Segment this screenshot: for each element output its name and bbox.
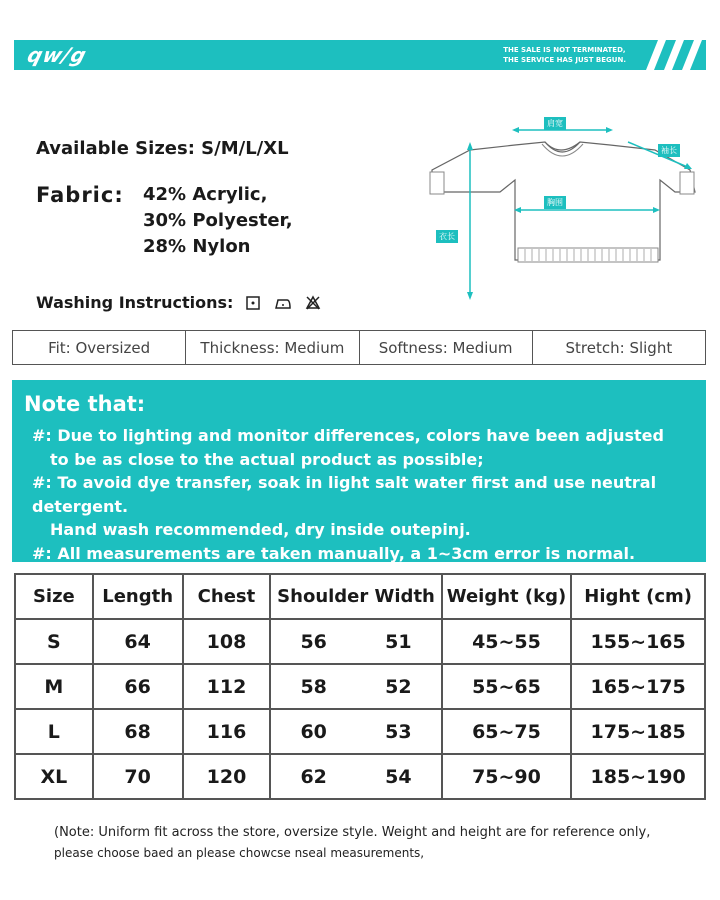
attr-stretch: Stretch: Slight: [565, 338, 673, 357]
note-line: #: To avoid dye transfer, soak in light salt water first and use neutral detergent.: [32, 473, 657, 516]
brand-logo: qw/g: [24, 43, 90, 67]
fabric-line: 28% Nylon: [143, 236, 251, 257]
attribute-strip: [12, 330, 706, 365]
size-chart-table: [14, 573, 706, 800]
tumble-dry-icon: [243, 295, 263, 311]
note-title: Note that:: [24, 392, 146, 416]
cell-chest: 120: [183, 754, 271, 799]
footnote: [54, 822, 714, 864]
sleeve-length-label: 袖长: [658, 144, 680, 157]
attr-thickness: Thickness: Medium: [186, 331, 359, 364]
fabric-label: Fabric:: [36, 183, 124, 207]
cell-weight: 45~55: [442, 619, 572, 664]
table-header-row: [15, 574, 705, 619]
note-line: Hand wash recommended, dry inside outepinj.: [50, 520, 471, 539]
washing-instructions: [36, 293, 323, 312]
cell-shoulder-a: 58: [300, 675, 327, 698]
table-row: [15, 664, 705, 709]
cell-shoulder-b: 53: [385, 720, 412, 743]
cell-shoulder-b: 51: [385, 630, 412, 653]
cell-length: 68: [93, 709, 183, 754]
tagline-line-1: THE SALE IS NOT TERMINATED,: [503, 46, 626, 54]
sweater-outline-icon: [420, 110, 710, 310]
cell-shoulder: [270, 754, 441, 799]
cell-size: S: [15, 619, 93, 664]
shoulder-width-label: 肩宽: [544, 117, 566, 130]
note-body: [32, 424, 706, 565]
cell-size: XL: [15, 754, 93, 799]
garment-diagram: [420, 110, 710, 310]
header-banner: [14, 40, 706, 70]
tagline-line-2: THE SERVICE HAS JUST BEGUN.: [503, 56, 626, 64]
footnote-line-1: (Note: Uniform fit across the store, oversize style. Weight and height are for reference only,: [54, 825, 651, 840]
cell-shoulder: [270, 619, 441, 664]
banner-stripes-icon: [636, 40, 706, 70]
footnote-line-2: please choose baed an please chowcse nseal measurements,: [54, 846, 425, 860]
cell-size: L: [15, 709, 93, 754]
cell-shoulder: [270, 664, 441, 709]
cell-shoulder-a: 62: [300, 765, 327, 788]
cell-shoulder: [270, 709, 441, 754]
attr-fit: Fit: Oversized: [13, 331, 186, 364]
cell-weight: 55~65: [442, 664, 572, 709]
cell-height: 165~175: [571, 664, 705, 709]
header-size: Size: [15, 574, 93, 619]
washing-label: Washing Instructions:: [36, 293, 234, 312]
fabric-lines: [143, 182, 363, 260]
cell-weight: 75~90: [442, 754, 572, 799]
cell-height: 155~165: [571, 619, 705, 664]
do-not-bleach-icon: [303, 295, 323, 311]
cell-shoulder-a: 56: [300, 630, 327, 653]
fabric-composition: [36, 182, 293, 257]
cell-size: M: [15, 664, 93, 709]
note-line: to be as close to the actual product as possible;: [50, 449, 484, 469]
cell-shoulder-b: 52: [385, 675, 412, 698]
header-length: Length: [93, 574, 183, 619]
cell-height: 175~185: [571, 709, 705, 754]
table-row: [15, 754, 705, 799]
note-box: [12, 380, 706, 562]
table-row: [15, 619, 705, 664]
cell-chest: 112: [183, 664, 271, 709]
note-line: #: Due to lighting and monitor differences, colors have been adjusted: [32, 426, 664, 445]
table-row: [15, 709, 705, 754]
header-weight: Weight (kg): [442, 574, 572, 619]
cell-chest: 108: [183, 619, 271, 664]
cell-shoulder-b: 54: [385, 765, 412, 788]
banner-tagline: [503, 45, 626, 65]
chest-label: 胸围: [544, 196, 566, 209]
available-sizes: Available Sizes: S/M/L/XL: [36, 138, 289, 159]
attr-softness: Softness: Medium: [360, 331, 533, 364]
cell-length: 70: [93, 754, 183, 799]
cell-chest: 116: [183, 709, 271, 754]
iron-icon: [273, 295, 293, 311]
length-label: 衣长: [436, 230, 458, 243]
fabric-line: 42% Acrylic,: [143, 184, 268, 205]
cell-shoulder-a: 60: [300, 720, 327, 743]
header-height: Hight (cm): [571, 574, 705, 619]
cell-weight: 65~75: [442, 709, 572, 754]
header-shoulder: Shoulder Width: [270, 574, 441, 619]
cell-length: 64: [93, 619, 183, 664]
cell-length: 66: [93, 664, 183, 709]
fabric-line: 30% Polyester,: [143, 210, 293, 231]
header-chest: Chest: [183, 574, 271, 619]
cell-height: 185~190: [571, 754, 705, 799]
note-line: #: All measurements are taken manually, a 1~3cm error is normal.: [32, 543, 636, 563]
